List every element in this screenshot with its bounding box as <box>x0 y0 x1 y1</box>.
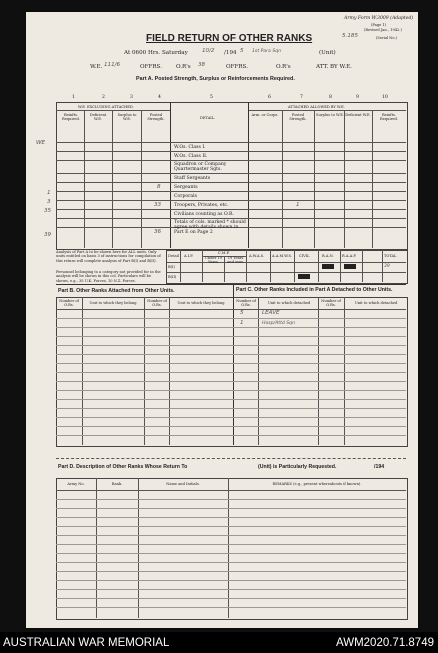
col-num-1: 1 <box>72 95 75 100</box>
row-wo-class-2: W.Os. Class II. <box>174 154 208 159</box>
analysis-note-2: Personnel belonging to a category not provided for in the analysis will be shown in this col. Particulars will be shown, e.g., 35 U.K. Forces, 10 N.Z. Forces. <box>56 270 161 283</box>
col-num-4: 4 <box>158 95 161 100</box>
ors-value: 38 <box>198 62 206 68</box>
col-num-5: 5 <box>210 95 213 100</box>
year-hand: 5 <box>240 48 244 54</box>
hand-left-35: 35 <box>44 208 52 214</box>
redacted-block-3 <box>298 274 310 279</box>
part-b-col-unit-1: Unit to which they belong <box>89 301 137 305</box>
analysis-note: Analysis of Part A to be shown here for ALL units. Only units entitled on basis 3 of instructions for compilation of this return will complete analysis of Part B(I) and B(II). <box>56 250 161 263</box>
col-num-7: 7 <box>300 95 303 100</box>
hand-left-1: 1 <box>47 190 51 196</box>
analysis-ran: R.A.N. <box>322 254 334 258</box>
att-label: ATT. BY W.E. <box>316 64 352 70</box>
part-c-col-unit-2: Unit to which detached <box>354 301 398 305</box>
part-c-col-number-1: Number of O.Rs. <box>236 299 256 307</box>
hand-c-unit-1: LEAVE <box>262 310 280 316</box>
part-b-col-number-1: Number of O.Rs. <box>59 299 79 307</box>
detail-header: DETAIL. <box>200 116 216 120</box>
col-posted: Posted Strength. <box>147 113 165 121</box>
unit-hand: 1st Para Sqn <box>252 49 282 54</box>
footer-accession: AWM2020.71.8749 <box>335 637 434 649</box>
analysis-detail: Detail <box>168 254 179 258</box>
form-sheet <box>26 12 418 628</box>
col-num-3: 3 <box>130 95 133 100</box>
part-c-col-unit-1: Unit to which detached <box>267 301 311 305</box>
page-label: (Page 1) <box>371 23 387 27</box>
attached-header: ATTACHED ALLOWED BY W.E. <box>288 105 345 109</box>
hand-we: WE <box>36 140 46 146</box>
row-troopers: Troopers, Privates, etc. <box>174 203 229 208</box>
row-wo-class-1: W.Os. Class I. <box>174 145 206 150</box>
part-c-title: Part C. Other Ranks Included in Part A Detached to Other Units. <box>236 287 393 293</box>
serial-label: (Serial No.) <box>376 36 398 40</box>
analysis-civil: CIVIL <box>299 254 310 258</box>
analysis-b1: B(I) <box>168 265 175 269</box>
col-reinfts-required: Reinfts. Required. <box>62 113 80 121</box>
date-value: 10/2 <box>202 48 215 54</box>
analysis-aamws: A.A.M.W.S. <box>272 254 292 258</box>
col-num-9: 9 <box>356 95 359 100</box>
part-d-col-remarks: REMARKS (e.g., present whereabouts if known). <box>272 482 362 486</box>
hand-col7: 1 <box>296 202 300 208</box>
hand-left-39: 39 <box>44 232 52 238</box>
row-totals: Totals of cols. marked * should agree with details shown in Part E on Page 2 <box>174 220 246 235</box>
analysis-19over: 19 Years and over. <box>227 256 244 264</box>
part-d-title-mid: (Unit) is Particularly Requested. <box>258 464 337 470</box>
hand-col4-total: 36 <box>154 229 162 235</box>
col-surplus-right: Surplus to W.E. <box>316 113 344 117</box>
col-num-10: 10 <box>382 95 388 100</box>
cmf-header: C.M.F. <box>218 251 230 255</box>
hand-c-num-1: 5 <box>240 310 244 316</box>
archive-footer <box>0 632 438 653</box>
part-b-title: Part B. Other Ranks Attached from Other Units. <box>58 288 175 294</box>
we-label: W.E. <box>90 64 103 70</box>
analysis-awas: A.W.A.S. <box>249 254 265 258</box>
analysis-total-value: 39 <box>384 264 390 269</box>
revised-label: (Revised Jan., 1942.) <box>364 28 402 32</box>
col-deficient-right: Deficient W.E. <box>345 113 371 117</box>
ors-label-2: O.R's <box>276 64 291 70</box>
analysis-raaf: R.A.A.F. <box>342 254 357 258</box>
analysis-total: TOTAL <box>384 254 397 258</box>
part-d-title: Part D. Description of Other Ranks Whose Return To <box>58 464 188 470</box>
row-corporals: Corporals <box>174 194 197 199</box>
analysis-aif: A.I.F. <box>184 254 194 258</box>
analysis-b2: B(II) <box>168 275 177 279</box>
part-d-date: /194 <box>374 464 385 470</box>
col-num-2: 2 <box>102 95 105 100</box>
part-d-col-rank: Rank. <box>111 482 123 486</box>
part-c-col-number-2: Number of O.Rs. <box>321 299 341 307</box>
analysis-under19: Under 19 Years. <box>204 256 223 264</box>
part-b-col-unit-2: Unit to which they belong <box>177 301 225 305</box>
we-excl-header: W.E. EXCLUDING ATTACHED. <box>78 105 134 109</box>
col-reinfts-right: Reinfts. Required. <box>380 113 398 121</box>
part-d-col-army-no: Army No. <box>67 482 85 486</box>
at-line: At 0600 Hrs. Saturday <box>124 50 188 56</box>
footer-institution: AUSTRALIAN WAR MEMORIAL <box>3 637 170 649</box>
redacted-block-1 <box>322 264 334 269</box>
hand-col4-sgt: 8 <box>157 184 161 190</box>
hand-c-num-2: 1 <box>240 320 244 326</box>
col-surplus: Surplus to W.E. <box>117 113 137 121</box>
we-value: 111/6 <box>104 62 121 68</box>
serial-number: 5.185 <box>342 33 359 39</box>
offrs-label-1: OFFRS. <box>140 64 162 70</box>
part-d-col-name: Name and Initials. <box>166 482 200 486</box>
row-staff-sergeants: Staff Sergeants <box>174 176 211 181</box>
col-arm-corps: Arm. or Corps. <box>251 113 279 117</box>
row-quartermaster: Squadron or Company Quartermaster Sgts. <box>174 162 227 172</box>
hand-col4-troopers: 33 <box>154 202 162 208</box>
redacted-block-2 <box>344 264 356 269</box>
form-number: Army Form W.3009 (Adapted) <box>344 16 414 21</box>
part-b-col-number-2: Number of O.Rs. <box>147 299 167 307</box>
unit-label: (Unit) <box>319 50 336 56</box>
part-a-title: Part A. Posted Strength, Surplus or Reinforcements Required. <box>136 76 295 82</box>
col-num-6: 6 <box>268 95 271 100</box>
hand-left-3: 3 <box>47 199 51 205</box>
ors-label-1: O.R's <box>176 64 191 70</box>
row-civilians: Civilians counting as O.R. <box>174 212 234 217</box>
row-sergeants: Sergeants <box>174 185 198 190</box>
col-posted-right: Posted Strength. <box>289 113 307 121</box>
hand-c-unit-2: Hosp/Attd Sqn <box>262 321 295 326</box>
year-label: /194 <box>224 50 237 56</box>
col-num-8: 8 <box>329 95 332 100</box>
col-deficient: Deficient W.E. <box>89 113 107 121</box>
offrs-label-2: OFFRS. <box>226 64 248 70</box>
page-title: FIELD RETURN OF OTHER RANKS <box>146 33 313 44</box>
